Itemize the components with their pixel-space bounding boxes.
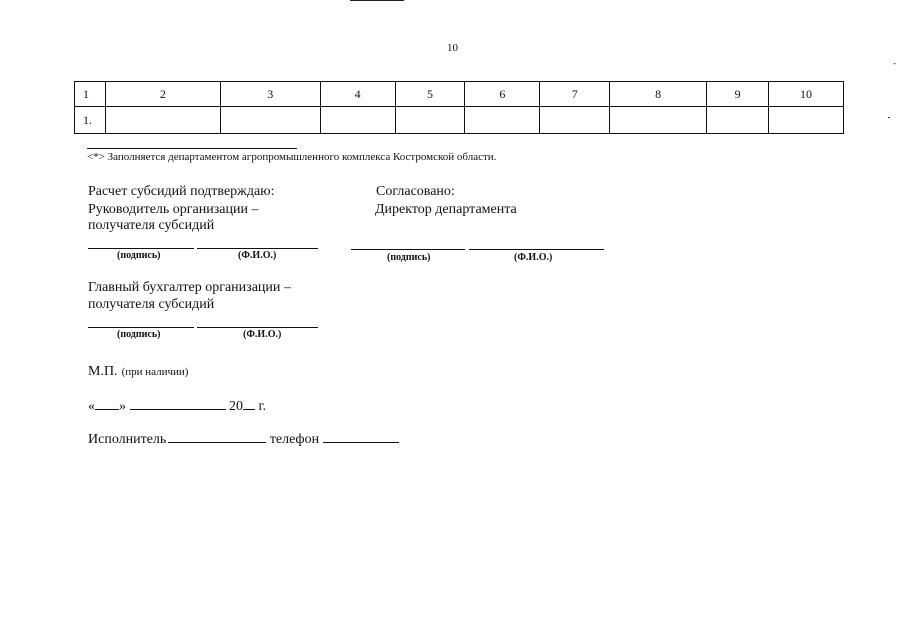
executor-label: Исполнитель: [88, 432, 167, 447]
head-title-line1: Руководитель организации –: [88, 202, 259, 217]
edge-dot: [888, 117, 890, 118]
table-cell: [220, 107, 320, 134]
table-cell: [610, 107, 707, 134]
phone-blank: [323, 430, 399, 443]
edge-mark: -: [893, 58, 896, 68]
date-open-quote: «: [88, 399, 95, 414]
column-header: 7: [540, 82, 610, 107]
top-rule: [350, 0, 404, 1]
head-fio-line: [197, 248, 318, 249]
head-title-line2: получателя субсидий: [88, 218, 215, 233]
column-header: 8: [610, 82, 707, 107]
director-fio-caption: (Ф.И.О.): [514, 252, 553, 263]
table-header-row: [75, 82, 844, 107]
accountant-fio-line: [197, 327, 318, 328]
year-suffix: г.: [258, 399, 267, 414]
month-blank: [130, 397, 226, 410]
director-signature-line: [351, 249, 465, 250]
director-fio-line: [469, 249, 604, 250]
date-close-quote: »: [119, 399, 126, 414]
accountant-signature-line: [88, 327, 194, 328]
phone-label: телефон: [269, 432, 320, 447]
accountant-title-line2: получателя субсидий: [88, 297, 215, 312]
table-cell: [105, 107, 220, 134]
column-header: 9: [707, 82, 769, 107]
table-row: [75, 107, 844, 134]
table-cell: 1.: [75, 107, 106, 134]
data-table: [74, 81, 844, 134]
column-header: 6: [465, 82, 540, 107]
table-cell: [707, 107, 769, 134]
column-header: 1: [75, 82, 106, 107]
footnote-rule: [87, 148, 297, 149]
year-prefix: 20: [229, 399, 243, 414]
column-header: 4: [320, 82, 395, 107]
column-header: 3: [220, 82, 320, 107]
confirm-heading: Расчет субсидий подтверждаю:: [88, 184, 275, 199]
head-signature-caption: (подпись): [117, 250, 161, 261]
accountant-title-line1: Главный бухгалтер организации –: [88, 280, 291, 295]
stamp-note: (при наличии): [121, 366, 189, 378]
accountant-signature-caption: (подпись): [117, 329, 161, 340]
column-header: 2: [105, 82, 220, 107]
director-signature-caption: (подпись): [387, 252, 431, 263]
executor-blank: [168, 430, 266, 443]
date-line: [88, 397, 266, 415]
column-header: 10: [769, 82, 844, 107]
head-signature-line: [88, 248, 194, 249]
year-blank: [243, 397, 255, 410]
head-fio-caption: (Ф.И.О.): [238, 250, 277, 261]
table-cell: [320, 107, 395, 134]
table-cell: [465, 107, 540, 134]
executor-line: [88, 430, 399, 448]
stamp-label: М.П.: [88, 364, 118, 379]
director-title: Директор департамента: [375, 202, 517, 217]
column-header: 5: [395, 82, 465, 107]
approved-heading: Согласовано:: [376, 184, 455, 199]
page-number: 10: [447, 42, 458, 54]
table-cell: [540, 107, 610, 134]
stamp-line: [88, 362, 188, 380]
footnote: <*> Заполняется департаментом агропромышленного комплекса Костромской области.: [87, 151, 497, 163]
day-blank: [95, 397, 119, 410]
table-cell: [395, 107, 465, 134]
accountant-fio-caption: (Ф.И.О.): [243, 329, 282, 340]
table-cell: [769, 107, 844, 134]
